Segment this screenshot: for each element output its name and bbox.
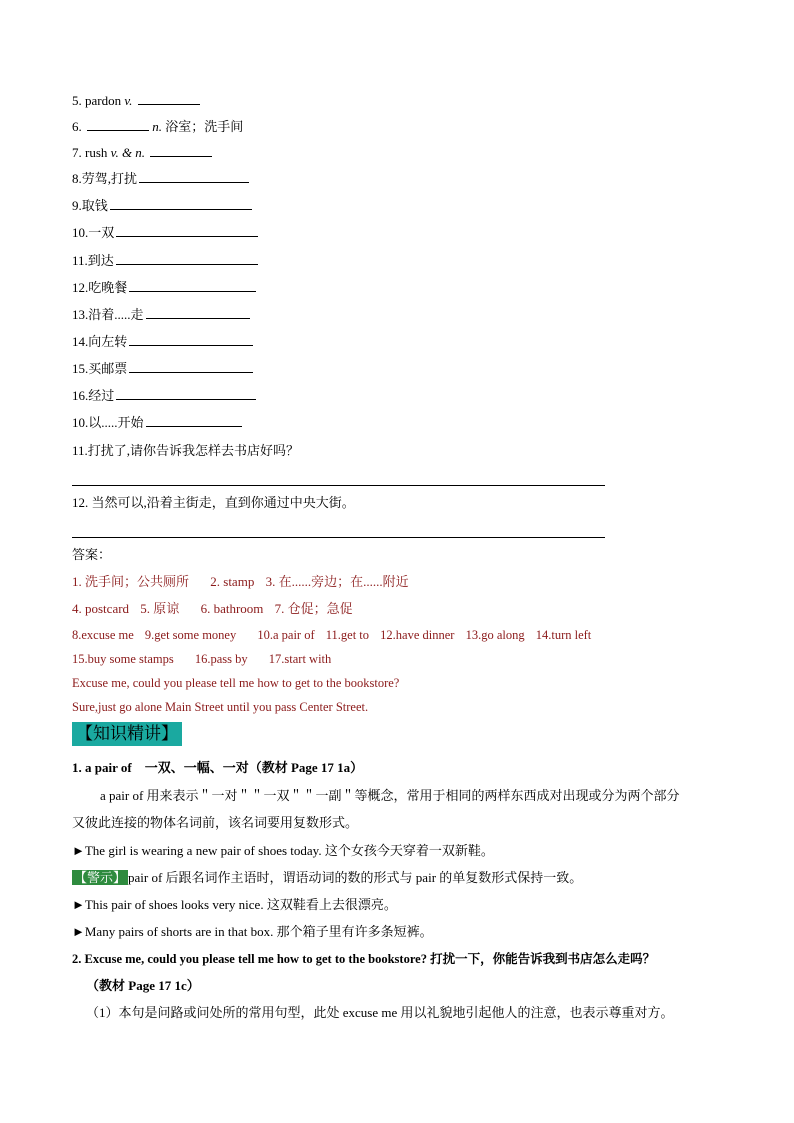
- question-11: 11.到达: [72, 252, 258, 270]
- answers-row-2: 4. postcard 5. 原谅 6. bathroom 7. 仓促；急促: [72, 601, 353, 616]
- question-9: 9.取钱: [72, 197, 252, 215]
- answer-blank[interactable]: [146, 306, 250, 319]
- example-sentence-3: ►Many pairs of shorts are in that box. 那个箱子里有许多条短裤。: [72, 924, 433, 939]
- question-7: 7. rush v. & n.: [72, 144, 212, 162]
- answer-blank[interactable]: [146, 414, 242, 427]
- answers-row-1: 1. 洗手间；公共厕所 2. stamp 3. 在......旁边；在......附近: [72, 574, 409, 589]
- answer-line[interactable]: [72, 537, 605, 538]
- answer-blank[interactable]: [129, 360, 253, 373]
- question-5: 5. pardon v.: [72, 92, 200, 110]
- knowledge-point-2-title: 2. Excuse me, could you please tell me how to get to the bookstore? 打扰一下，你能告诉我到书店怎么走吗？: [72, 952, 656, 966]
- answers-row-3: 8.excuse me 9.get some money 10.a pair of 11.get to 12.have dinner 13.go along 14.turn left: [72, 628, 592, 642]
- answer-blank[interactable]: [138, 92, 200, 105]
- example-sentence-1: ►The girl is wearing a new pair of shoes today. 这个女孩今天穿着一双新鞋。: [72, 843, 494, 858]
- answer-sentence-1: Excuse me, could you please tell me how to get to the bookstore?: [72, 676, 400, 690]
- question-14: 14.向左转: [72, 333, 253, 351]
- sentence-question-2: 12. 当然可以,沿着主街走，直到你通过中央大街。: [72, 495, 355, 510]
- knowledge-point-1-desc: a pair of 用来表示＂一对＂＂一双＂＂一副＂等概念，常用于相同的两样东西成对出现或分为两个部分: [100, 788, 680, 803]
- answers-label: 答案：: [72, 547, 112, 562]
- knowledge-point-1-title: 1. a pair of 一双、一幅、一对（教材 Page 17 1a）: [72, 760, 364, 775]
- example-sentence-2: ►This pair of shoes looks very nice. 这双鞋看上去很漂亮。: [72, 897, 397, 912]
- answer-blank[interactable]: [116, 387, 256, 400]
- answer-blank[interactable]: [116, 252, 258, 265]
- question-6: 6. n. 浴室；洗手间: [72, 119, 244, 134]
- knowledge-point-1-desc-cont: 又彼此连接的物体名词前，该名词要用复数形式。: [72, 815, 359, 830]
- question-12: 12.吃晚餐: [72, 279, 256, 297]
- question-10: 10.一双: [72, 224, 258, 242]
- answer-blank[interactable]: [116, 224, 258, 237]
- answer-blank[interactable]: [110, 197, 252, 210]
- knowledge-point-2-desc: （1）本句是问路或问处所的常用句型，此处 excuse me 用以礼貌地引起他人的注意，也表示尊重对方。: [86, 1005, 674, 1020]
- section-title-knowledge: 【知识精讲】: [72, 722, 182, 746]
- question-17: 10.以.....开始: [72, 414, 242, 432]
- answer-blank[interactable]: [129, 279, 256, 292]
- answer-blank[interactable]: [129, 333, 253, 346]
- answer-line[interactable]: [72, 485, 605, 486]
- warning-badge: 【警示】: [74, 870, 127, 885]
- answer-blank[interactable]: [139, 170, 249, 183]
- answer-blank[interactable]: [150, 144, 212, 157]
- question-16: 16.经过: [72, 387, 256, 405]
- knowledge-point-2-source: （教材 Page 17 1c）: [86, 978, 200, 993]
- question-15: 15.买邮票: [72, 360, 253, 378]
- sentence-question-1: 11.打扰了,请你告诉我怎样去书店好吗？: [72, 443, 300, 458]
- answer-blank[interactable]: [87, 118, 149, 131]
- answers-row-4: 15.buy some stamps 16.pass by 17.start with: [72, 652, 332, 666]
- question-8: 8.劳驾,打扰: [72, 170, 249, 188]
- question-13: 13.沿着.....走: [72, 306, 250, 324]
- warning-note: 【警示】 pair of 后跟名词作主语时，谓语动词的数的形式与 pair 的单复数形式保持一致。: [74, 870, 583, 885]
- answer-sentence-2: Sure,just go alone Main Street until you pass Center Street.: [72, 700, 369, 714]
